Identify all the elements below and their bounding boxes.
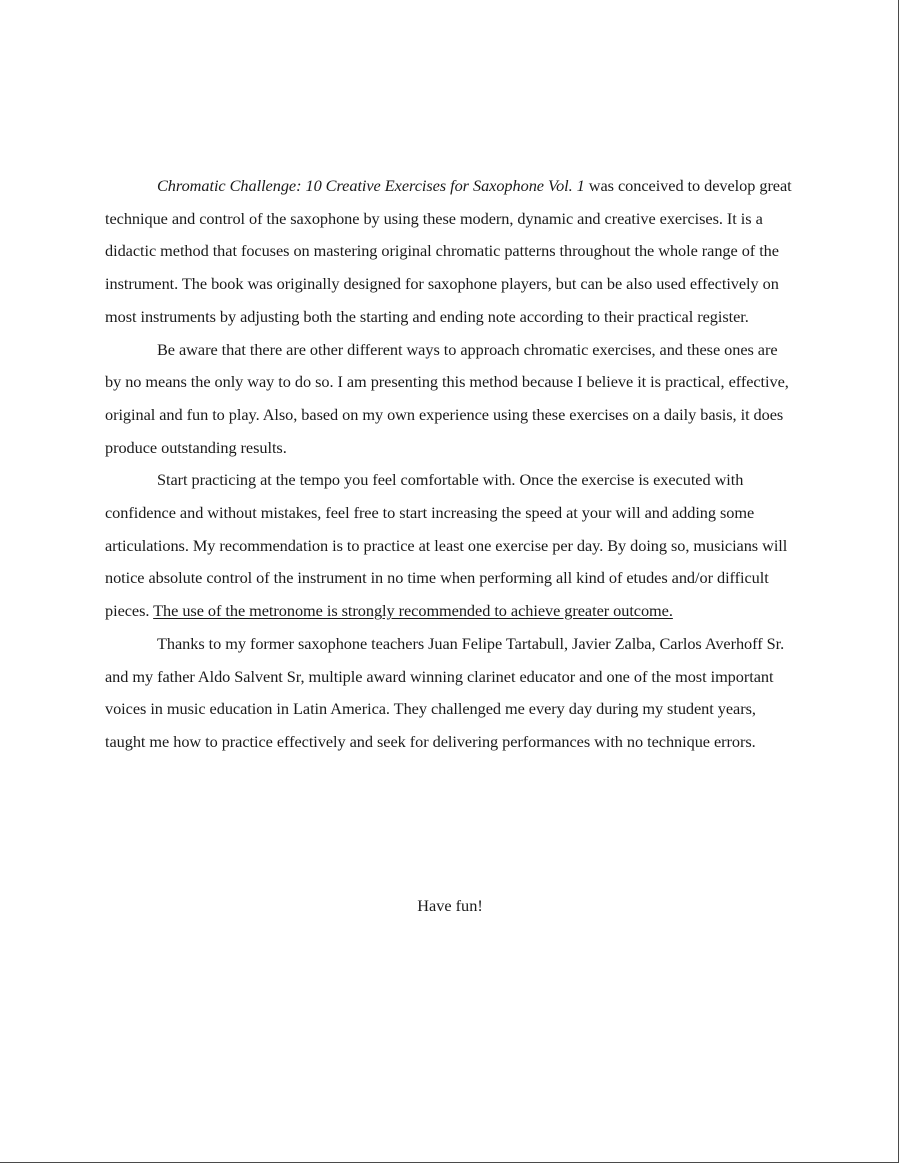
closing-line: Have fun! — [417, 896, 483, 915]
paragraph-acknowledgements-text: Thanks to my former saxophone teachers Juan Felipe Tartabull, Javier Zalba, Carlos Averhoff Sr. and my father Aldo Salvent Sr, multiple award winning clarinet educator and one of the most important voices in music education in Latin America. They challenged me every day during my student years, taught me how to practice effectively and seek for delivering performances with no technique errors. — [105, 633, 785, 751]
paragraph-introduction — [105, 170, 795, 334]
book-title: Chromatic Challenge: 10 Creative Exercises for Saxophone Vol. 1 — [157, 176, 585, 195]
paragraph-approach-text: Be aware that there are other different ways to approach chromatic exercises, and these ones are by no means the only way to do so. I am presenting this method because I believe it is practical, effective, original and fun to play. Also, based on my own experience using these exercises on a daily basis, it does produce outstanding results. — [105, 339, 789, 457]
paragraph-practice — [105, 464, 795, 628]
paragraph-acknowledgements — [105, 628, 795, 759]
paragraph-approach — [105, 334, 795, 465]
paragraph-introduction-text: was conceived to develop great technique and control of the saxophone by using these modern, dynamic and creative exercises. It is a didactic method that focuses on mastering original chromatic patterns throughout the whole range of the instrument. The book was originally designed for saxophone players, but can be also used effectively on most instruments by adjusting both the starting and ending note according to their practical register. — [105, 176, 792, 326]
metronome-recommendation: The use of the metronome is strongly recommended to achieve greater outcome. — [153, 601, 673, 621]
paragraph-practice-text: Start practicing at the tempo you feel comfortable with. Once the exercise is executed with confidence and without mistakes, feel free to start increasing the speed at your will and adding some articulations. My recommendation is to practice at least one exercise per day. By doing so, musicians will notice absolute control of the instrument in no time when performing all kind of etudes and/or difficult pieces. — [105, 470, 788, 621]
document-body — [105, 170, 795, 759]
